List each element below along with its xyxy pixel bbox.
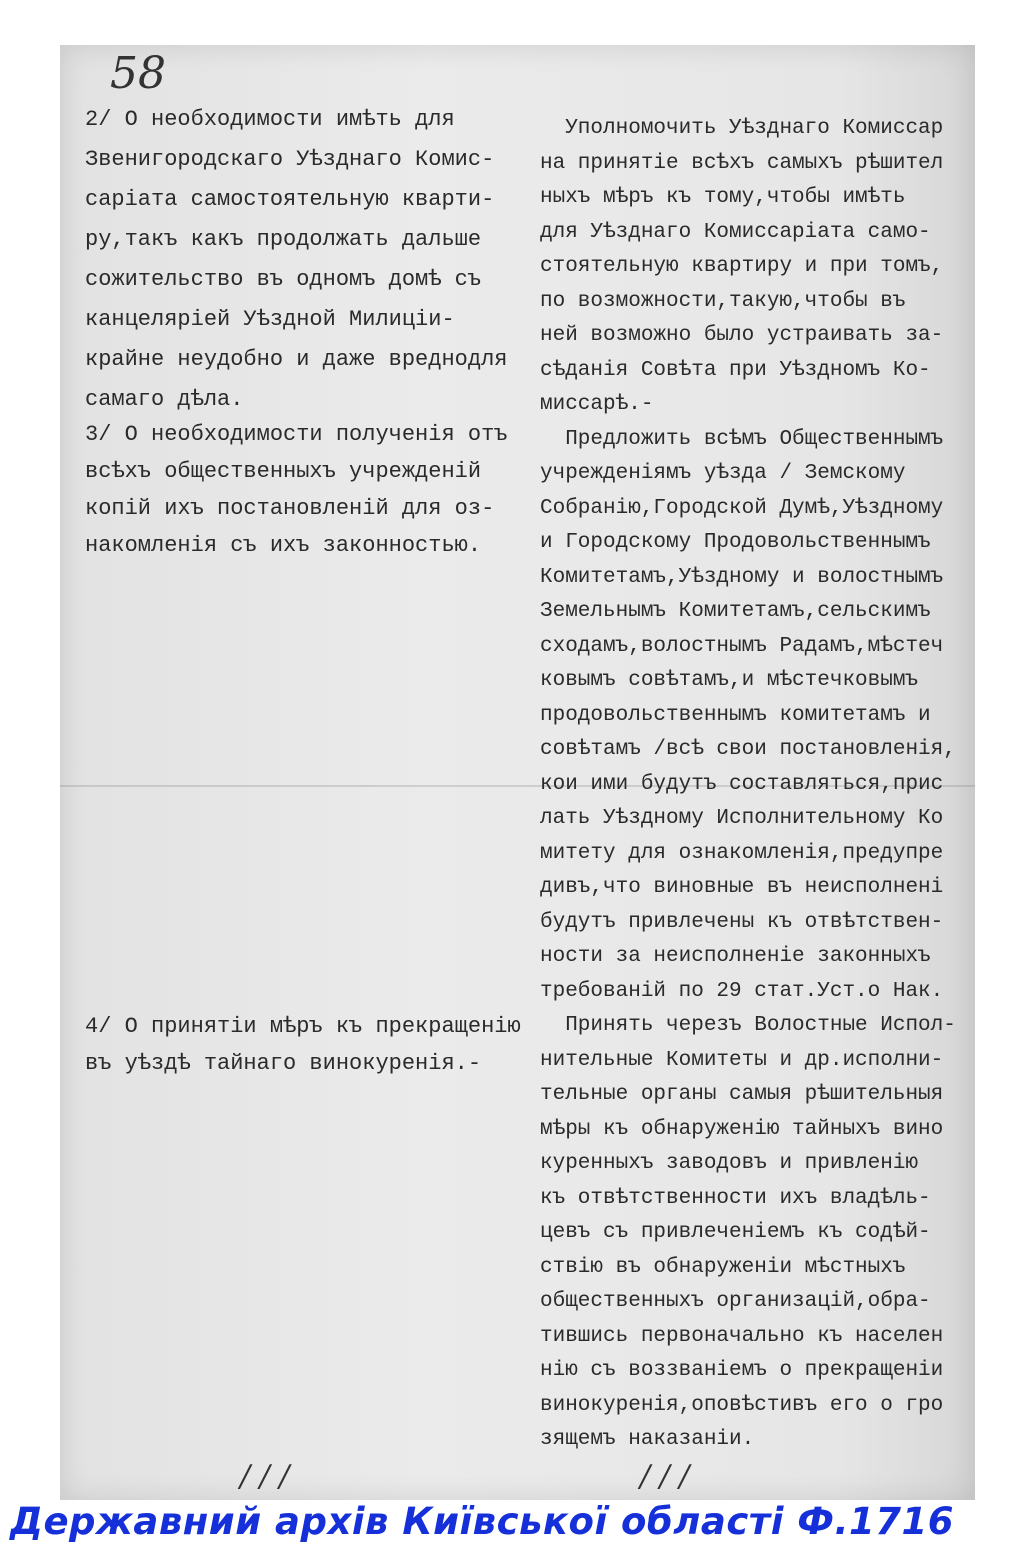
text-line: сожительство въ одномъ домѣ съ	[85, 267, 482, 292]
text-line: 4/ О принятіи мѣръ къ прекращенію	[85, 1014, 521, 1039]
left-column-item-3	[85, 416, 507, 564]
text-line: тельные органы самыя рѣшительныя	[540, 1083, 944, 1106]
text-line: 3/ О необходимости полученія отъ	[85, 422, 508, 447]
text-line: дивъ,что виновные въ неисполнені	[540, 876, 944, 899]
text-line: нительные Комитеты и др.исполни-	[540, 1048, 944, 1072]
text-line: Комитетамъ,Уѣздному и волостнымъ	[540, 565, 944, 589]
text-line: ствію въ обнаруженіи мѣстныхъ	[540, 1255, 906, 1279]
left-column-item-4	[85, 1008, 521, 1082]
text-line: копій ихъ постановленій для оз-	[85, 496, 495, 521]
bottom-slash-marks-right: / / /	[640, 1459, 690, 1494]
text-line: всѣхъ общественныхъ учрежденій	[85, 459, 482, 484]
text-line: стоятельную квартиру и при томъ,	[540, 255, 944, 278]
text-line: по возможности,такую,чтобы въ	[540, 289, 906, 313]
archive-watermark-caption: Державний архів Київської області Ф.1716	[10, 1500, 955, 1543]
text-line: ныхъ мѣръ къ тому,чтобы имѣть	[540, 186, 906, 209]
text-line: нію съ воззваніемъ о прекращеніи	[540, 1359, 944, 1382]
text-line: ковымъ совѣтамъ,и мѣстечковымъ	[540, 669, 919, 692]
text-line: учрежденіямъ уѣзда / Земскому	[540, 462, 906, 485]
text-line: самаго дѣла.	[85, 387, 244, 412]
text-line: Собранію,Городской Думѣ,Уѣздному	[540, 496, 944, 520]
text-line: будутъ привлечены къ отвѣтствен-	[540, 910, 944, 934]
left-column-item-2	[85, 100, 507, 420]
text-line: Земельнымъ Комитетамъ,сельскимъ	[540, 600, 931, 623]
text-line: тившись первоначально къ населен	[540, 1324, 944, 1348]
text-line: сѣданія Совѣта при Уѣздномъ Ко-	[540, 358, 931, 382]
text-line: кои ими будутъ составляться,прис	[540, 772, 944, 796]
text-line: цевъ съ привлеченіемъ къ содѣй-	[540, 1221, 931, 1244]
text-line: ру,такъ какъ продолжать дальше	[85, 227, 482, 252]
text-line: куренныхъ заводовъ и привленію	[540, 1152, 919, 1175]
text-line: на принятіе всѣхъ самыхъ рѣшител	[540, 151, 944, 175]
text-line: сходамъ,волостнымъ Радамъ,мѣстеч	[540, 634, 944, 658]
right-column-resolutions	[540, 112, 956, 1458]
text-line: мѣры къ обнаруженію тайныхъ вино	[540, 1117, 944, 1141]
text-line: Принять черезъ Волостные Испол-	[540, 1014, 956, 1037]
text-line: Уполномочить Уѣзднаго Комиссар	[540, 117, 944, 140]
text-line: въ уѣздѣ тайнаго винокуренія.-	[85, 1051, 482, 1076]
text-line: канцеляріей Уѣздной Милиціи-	[85, 307, 455, 332]
text-line: митету для ознакомленія,предупре	[540, 841, 944, 865]
text-line: Предложить всѣмъ Общественнымъ	[540, 427, 944, 451]
text-line: накомленія съ ихъ законностью.	[85, 533, 482, 558]
text-line: саріата самостоятельную кварти-	[85, 187, 495, 212]
bottom-slash-marks-left: / / /	[240, 1459, 290, 1494]
text-line: къ отвѣтственности ихъ владѣль-	[540, 1186, 931, 1210]
text-line: 2/ О необходимости имѣть для	[85, 107, 455, 132]
text-line: требованій по 29 стат.Уст.о Нак.	[540, 979, 944, 1003]
text-line: лать Уѣздному Исполнительному Ко	[540, 807, 944, 830]
handwritten-folio-number: 58	[110, 48, 166, 99]
text-line: миссарѣ.-	[540, 393, 654, 416]
text-line: крайне неудобно и даже вреднодля	[85, 347, 508, 372]
text-line: ности за неисполненіе законныхъ	[540, 945, 931, 968]
text-line: ней возможно было устраивать за-	[540, 324, 944, 347]
text-line: зящемъ наказаніи.	[540, 1428, 755, 1451]
text-line: и Городскому Продовольственнымъ	[540, 531, 931, 554]
text-line: Звенигородскаго Уѣзднаго Комис-	[85, 147, 495, 172]
text-line: общественныхъ организацій,обра-	[540, 1290, 931, 1313]
text-line: продовольственнымъ комитетамъ и	[540, 703, 931, 727]
text-line: винокуренія,оповѣстивъ его о гро	[540, 1393, 944, 1417]
text-line: совѣтамъ /всѣ свои постановленія,	[540, 738, 956, 761]
text-line: для Уѣзднаго Комиссаріата само-	[540, 220, 931, 244]
